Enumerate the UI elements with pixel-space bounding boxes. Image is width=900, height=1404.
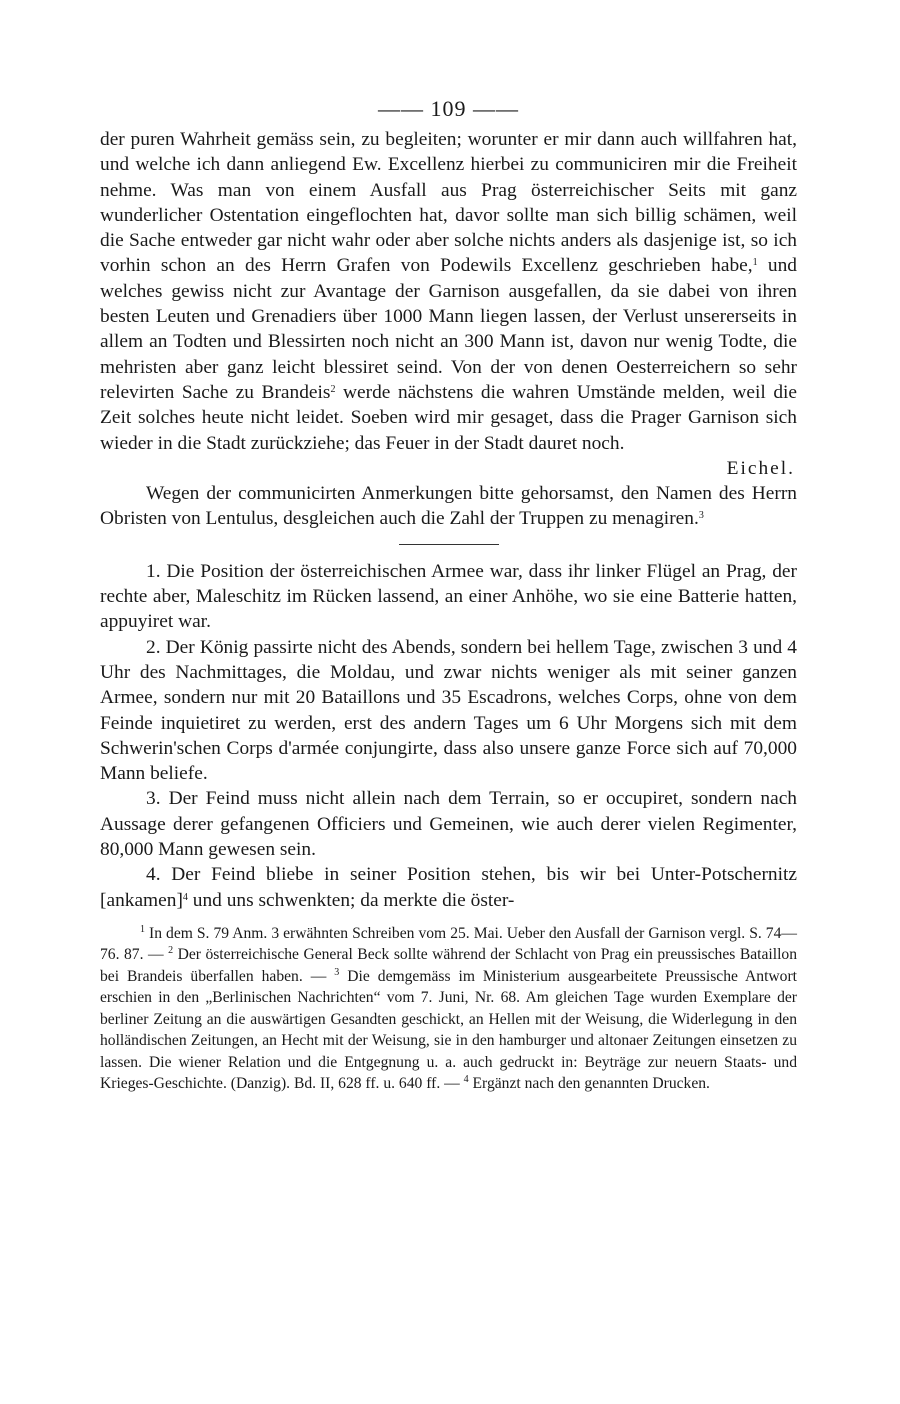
letter-text-1a: der puren Wahrheit gemäss sein, zu begleiten; worunter er mir dann auch willfahren hat, und welche ich dann anliegend Ew. Excellenz hierbei zu communiciren mir die Freiheit nehme. Was man von einem Ausfall aus Prag österreichischer Seits mit ganz wunderlicher Ostentation eingeflochten hat, davor sollte man sich billig schämen, weil die Sache entweder gar nicht wahr oder aber solche nichts anders als dasjenige ist, so ich vorhin schon an des Herrn Grafen von Podewils Excellenz geschrieben habe, — [100, 129, 797, 277]
annotation-number: 2. — [146, 636, 161, 658]
letter-text-2: Wegen der communicirten Anmerkungen bitte gehorsamst, den Namen des Herrn Obristen von Lentulus, desgleichen auch die Zahl der Truppen zu menagiren. — [100, 483, 797, 530]
footnote-3: Die demgemäss im Ministerium ausgearbeitete Preussische Antwort erschien in den „Berlinischen Nachrichten“ vom 7. Juni, Nr. 68. Am gleichen Tage wurden Exemplare der berliner Zeitung an die auswärtigen Gesandten geschickt, an Hellen mit der Weisung, die Widerlegung in den holländischen Zeitungen, an Hecht mit der Weisung, sie in den hamburger und altonaer Zeitungen einsetzen zu lassen. Die wiener Relation und die Entgegnung u. a. auch gedruckt in: Beyträge zur neuern Staats- und Krieges-Geschichte. (Danzig). Bd. II, 628 ff. u. 640 ff. — — [100, 967, 797, 1093]
footnote-mark-3: 3 — [334, 966, 340, 978]
footnotes — [100, 923, 797, 1095]
annotation-item — [100, 635, 797, 787]
annotation-text: Der König passirte nicht des Abends, sondern bei hellem Tage, zwischen 3 und 4 Uhr des Nachmittages, die Moldau, und zwar nichts weniger als mit seiner ganzen Armee, sondern nur mit 20 Bataillons und 35 Escadrons, welches Corps, ohne von dem Feinde inquietiret zu werden, erst des andern Tages um 6 Uhr Morgens sich mit dem Schwerin'schen Corps d'armée conjungirte, dass also unsere ganze Force sich auf 70,000 Mann beliefe. — [100, 636, 797, 785]
annotation-text: und uns schwenkten; da merkte die öster- — [192, 889, 515, 911]
footnote-mark-4: 4 — [463, 1074, 469, 1086]
footnote-2: Der österreichische General Beck sollte während der Schlacht von Prag ein preussisches Bataillon bei Brandeis überfallen haben. — — [100, 946, 797, 985]
page-header — [100, 95, 797, 127]
footnote-ref-3: 3 — [698, 510, 704, 522]
annotation-number: 1. — [146, 560, 161, 582]
annotations-list — [100, 559, 797, 913]
letter-text-1b: und welches gewiss nicht zur Avantage der Garnison ausgefallen, da sie dabei von ihren besten Leuten und Grenadiers über 1000 Mann liegen lassen, der Verlust unsererseits in allem an Todten und Blessirten noch nicht an 300 Mann ist, davon nur wenig Todte, die mehristen aber ganz leicht blessiret seind. Von der von denen Oesterreichern so sehr relevirten Sache zu Brandeis — [100, 255, 797, 403]
footnote-1: In dem S. 79 Anm. 3 erwähnten Schreiben vom 25. Mai. Ueber den Ausfall der Garnison vergl. S. 74—76. 87. — — [100, 924, 797, 964]
annotation-item — [100, 559, 797, 635]
annotation-item — [100, 862, 797, 913]
annotation-text: Der Feind muss nicht allein nach dem Terrain, so er occupiret, sondern nach Aussage derer gefangenen Officiers und Gemeinen, wie auch derer vielen Regimenter, 80,000 Mann gewesen sein. — [100, 788, 797, 861]
annotation-text: Die Position der österreichischen Armee war, dass ihr linker Flügel an Prag, der rechte aber, Maleschitz im Rücken lassend, an einer Anhöhe, wo sie eine Batterie hatten, appuyiret war. — [100, 560, 797, 633]
footnote-mark-2: 2 — [168, 945, 174, 957]
footnote-4: Ergänzt nach den genannten Drucken. — [472, 1075, 710, 1093]
page-number: 109 — [430, 96, 467, 121]
footnote-block — [100, 923, 797, 1095]
signature: Eichel. — [726, 457, 795, 479]
header-dash-left: —— — [378, 96, 424, 121]
letter-body — [100, 127, 797, 532]
header-dash-right: —— — [473, 96, 519, 121]
footnote-ref-4: 4 — [182, 891, 188, 903]
section-divider — [399, 544, 499, 545]
footnote-mark-1: 1 — [140, 923, 145, 935]
letter-text-1c: werde nächstens die wahren Umstände melden, weil die Zeit solches heute nicht leidet. Soeben wird mir gesaget, dass die Prager Garnison sich wieder in die Stadt zurückziehe; das Feuer in der Stadt dauret noch. — [100, 381, 798, 454]
document-page — [100, 95, 797, 1095]
footnote-ref-1: 1 — [752, 257, 758, 269]
annotation-number: 4. — [146, 864, 161, 886]
letter-paragraph-1 — [100, 127, 797, 456]
annotation-text: Der Feind bliebe in seiner Position stehen, bis wir bei Unter-Potschernitz [ankamen] — [100, 864, 797, 911]
annotation-number: 3. — [146, 788, 161, 810]
footnote-ref-2: 2 — [330, 383, 336, 395]
annotation-item — [100, 786, 797, 862]
letter-paragraph-2 — [100, 481, 797, 532]
